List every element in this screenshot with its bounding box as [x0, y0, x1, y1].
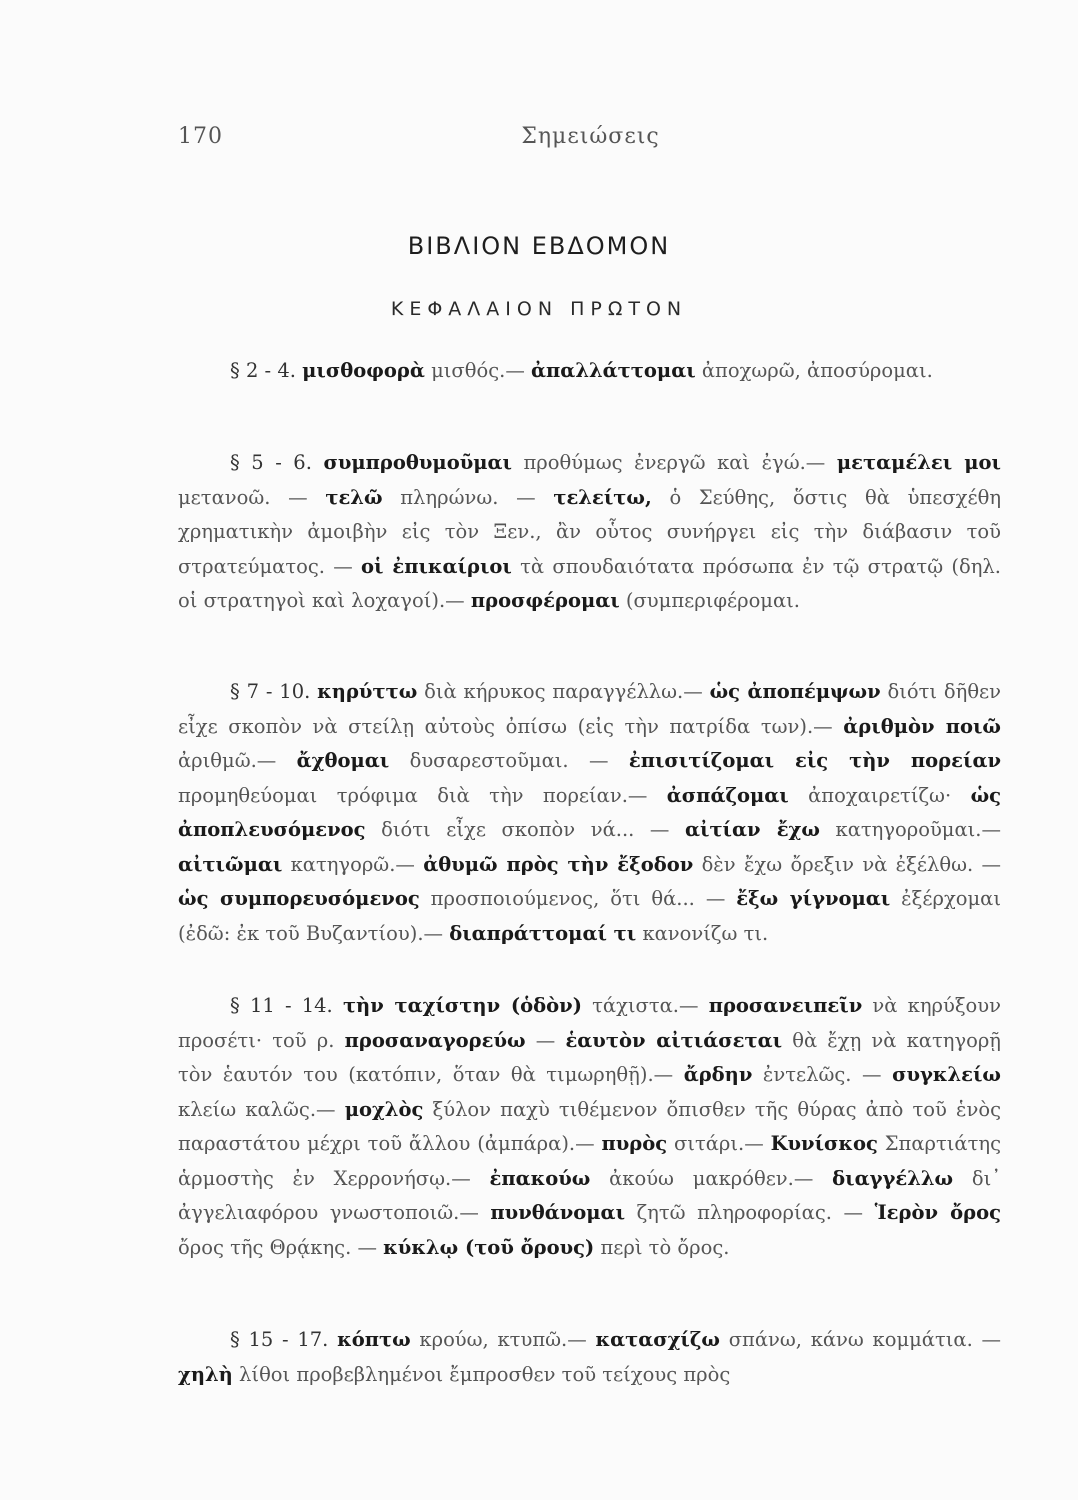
glossed-term: τελείτω, — [553, 485, 652, 509]
glossed-term: μεταμέλει μοι — [836, 451, 1001, 474]
gloss-text: σπάνω, κάνω κομμάτια. — — [719, 1328, 1001, 1351]
gloss-text: σιτάρι.— — [667, 1132, 771, 1155]
gloss-text: ἀριθμῶ.— — [178, 749, 297, 772]
note-paragraph — [178, 354, 1001, 389]
glossed-term: οἱ ἐπικαίριοι — [361, 554, 512, 578]
glossed-term: τελῶ — [325, 485, 383, 509]
gloss-text: — — [525, 1028, 566, 1052]
gloss-text: διότι εἶχε σκοπὸν νά... — — [365, 818, 685, 841]
gloss-text: κατηγοροῦμαι.— — [819, 818, 1001, 841]
gloss-text: κλείω καλῶς.— — [178, 1097, 345, 1121]
glossed-term: αἰτίαν ἔχω — [685, 818, 820, 841]
section-number: § 2 - 4. — [230, 359, 296, 382]
glossed-term: ὡς ἀποπλευσόμενος — [178, 783, 1002, 841]
chapter-title: ΚΕΦΑΛΑΙΟΝ ΠΡΩΤΟΝ — [390, 298, 688, 320]
paragraph-body — [178, 680, 1001, 945]
gloss-text: τὰ σπουδαιότατα πρόσωπα ἐν τῷ στρατῷ (δηλ. οἱ στρατηγοὶ καὶ λοχαγοί).— — [178, 554, 1001, 612]
gloss-text: προθύμως ἐνεργῶ καὶ ἐγώ.— — [511, 451, 837, 474]
glossed-term: ἀθυμῶ πρὸς τὴν ἔξοδον — [423, 852, 694, 876]
glossed-term: προσανειπεῖν — [708, 994, 863, 1017]
gloss-text: ἐντελῶς. — — [752, 1063, 893, 1086]
glossed-term: κατασχίζω — [595, 1328, 720, 1351]
gloss-text: ἀποχαιρετίζω· — [788, 783, 971, 807]
gloss-text: περὶ τὸ ὄρος. — [594, 1235, 730, 1259]
gloss-text: ἀκούω μακρόθεν.— — [590, 1166, 833, 1190]
glossed-term: Ἱερὸν ὄρος — [874, 1201, 1002, 1224]
glossed-term: ἀριθμὸν ποιῶ — [843, 714, 1002, 738]
paragraph-body — [178, 994, 1001, 1259]
note-paragraph — [178, 675, 1001, 951]
running-head: Σημειώσεις — [521, 124, 660, 149]
gloss-text: ὄρος τῆς Θρᾴκης. — — [178, 1235, 384, 1259]
glossed-term: ὡς ἀποπέμψων — [709, 680, 881, 703]
gloss-text: ἀποχωρῶ, ἀποσύρομαι. — [695, 359, 933, 382]
gloss-text: ξύλον παχὺ τιθέμενον ὄπισθεν τῆς θύρας ἀπὸ τοῦ ἑνὸς παραστάτου μέχρι τοῦ ἄλλου (ἀμπάρα).— — [178, 1097, 1002, 1155]
glossed-term: ἄχθομαι — [296, 749, 390, 772]
glossed-term: συμπροθυμοῦμαι — [323, 451, 512, 474]
gloss-text: δυσαρεστοῦμαι. — — [389, 749, 629, 772]
glossed-term: κόπτω — [337, 1328, 411, 1351]
gloss-text: ὁ Σεύθης, ὅστις θὰ ὑπεσχέθη χρηματικὴν ἀμοιβὴν εἰς τὸν Ξεν., ἂν οὗτος συνήργει εἰς τὴν διάβασιν τοῦ στρατεύματος. — — [178, 485, 1001, 578]
gloss-text: διότι δῆθεν εἶχε σκοπὸν νὰ στείλῃ αὐτοὺς ὀπίσω (εἰς τὴν πατρίδα των).— — [178, 680, 1002, 738]
glossed-term: αἰτιῶμαι — [178, 852, 283, 876]
glossed-term: διαπράττομαί τι — [449, 921, 637, 945]
gloss-text: προμηθεύομαι τρόφιμα διὰ τὴν πορείαν.— — [178, 783, 667, 807]
section-number: § 15 - 17. — [230, 1328, 329, 1351]
gloss-text: κρούω, κτυπῶ.— — [410, 1328, 596, 1351]
glossed-term: χηλὴ — [178, 1362, 233, 1386]
page-number: 170 — [178, 124, 223, 149]
gloss-text: Σπαρτιάτης ἁρμοστὴς ἐν Χερρονήσῳ.— — [178, 1132, 1001, 1190]
glossed-term: ἐπισιτίζομαι εἰς τὴν πορείαν — [628, 749, 1001, 772]
note-paragraph — [178, 989, 1001, 1265]
glossed-term: συγκλείω — [892, 1063, 1002, 1086]
glossed-term: τὴν ταχίστην (ὁδὸν) — [342, 994, 582, 1017]
glossed-term: ὡς συμπορευσόμενος — [178, 887, 420, 910]
glossed-term: ἄρδην — [683, 1063, 753, 1086]
gloss-text: κανονίζω τι. — [636, 921, 769, 945]
glossed-term: προσφέρομαι — [470, 589, 620, 612]
gloss-text: (συμπεριφέρομαι. — [619, 589, 800, 612]
section-number: § 5 - 6. — [230, 451, 312, 474]
glossed-term: ἑαυτὸν αἰτιάσεται — [565, 1028, 783, 1052]
book-title: ΒΙΒΛΙΟΝ ΕΒΔΟΜΟΝ — [407, 232, 671, 260]
page-header — [178, 124, 1003, 154]
glossed-term: κηρύττω — [317, 680, 418, 703]
gloss-text: νὰ κηρύξουν προσέτι· τοῦ ρ. — [178, 994, 1002, 1052]
glossed-term: μοχλὸς — [344, 1097, 424, 1121]
gloss-text: μετανοῶ. — — [178, 485, 326, 509]
glossed-term: πυρὸς — [601, 1132, 668, 1155]
glossed-term: ἐπακούω — [489, 1166, 591, 1190]
gloss-text: δι᾿ ἀγγελιαφόρου γνωστοποιῶ.— — [178, 1166, 1002, 1224]
glossed-term: πυνθάνομαι — [490, 1201, 626, 1224]
gloss-text: προσποιούμενος, ὅτι θά... — — [419, 887, 737, 910]
gloss-text: διὰ κήρυκος παραγγέλλω.— — [417, 680, 710, 703]
glossed-term: κύκλῳ (τοῦ ὄρους) — [383, 1235, 595, 1259]
gloss-text: κατηγορῶ.— — [282, 852, 424, 876]
glossed-term: ἀσπάζομαι — [666, 783, 789, 807]
note-paragraph — [178, 1323, 1001, 1392]
gloss-text: ἐξέρχομαι (ἐδῶ: ἐκ τοῦ Βυζαντίου).— — [178, 887, 1001, 945]
note-paragraph — [178, 446, 1001, 619]
gloss-text: δὲν ἔχω ὄρεξιν νὰ ἐξέλθω. — — [693, 852, 1001, 876]
gloss-text: θὰ ἔχῃ νὰ κατηγορῇ τὸν ἑαυτόν του (κατόπιν, ὅταν θὰ τιμωρηθῇ).— — [178, 1028, 1001, 1086]
glossed-term: ἔξω γίγνομαι — [736, 887, 891, 910]
gloss-text: τάχιστα.— — [581, 994, 709, 1017]
glossed-term: μισθοφορὰ — [302, 359, 425, 382]
glossed-term: Κυνίσκος — [770, 1132, 878, 1155]
gloss-text: μισθός.— — [424, 359, 532, 382]
paragraph-body — [302, 359, 933, 382]
glossed-term: προσαναγορεύω — [344, 1028, 526, 1052]
section-number: § 11 - 14. — [230, 994, 333, 1017]
section-number: § 7 - 10. — [230, 680, 311, 703]
glossed-term: ἀπαλλάττομαι — [531, 359, 696, 382]
gloss-text: πληρώνω. — — [382, 485, 554, 509]
gloss-text: ζητῶ πληροφορίας. — — [625, 1201, 875, 1224]
paragraph-body — [178, 451, 1001, 612]
glossed-term: διαγγέλλω — [832, 1166, 954, 1190]
gloss-text: λίθοι προβεβλημένοι ἔμπροσθεν τοῦ τείχους πρὸς — [232, 1362, 731, 1386]
